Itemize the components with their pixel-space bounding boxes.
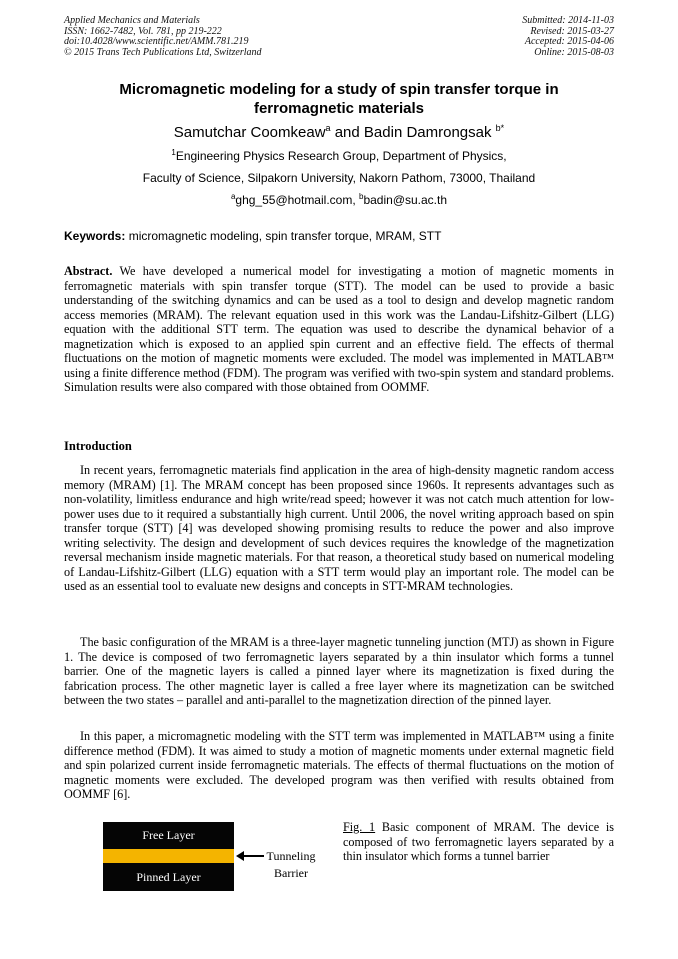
introduction-heading: Introduction [64, 439, 132, 453]
title-line-2: ferromagnetic materials [253, 100, 425, 117]
barrier-label-line-2: Barrier [274, 866, 308, 880]
keywords-label: Keywords: [64, 229, 126, 243]
email-b: badin@su.ac.th [363, 193, 448, 207]
author-2-sup: b* [495, 123, 505, 133]
affiliation-line-1: $^1$Engineering Physics Research Group, Department of Physics, [171, 148, 507, 163]
mram-diagram [103, 822, 335, 892]
journal-copyright: © 2015 Trans Tech Publications Ltd, Switzerland [64, 46, 262, 58]
intro-paragraph-1: In recent years, ferromagnetic materials find application in the area of high-density magnetic random access memory (MRAM) [1]. The MRAM concept has been proposed since 1960s. It represents advantages such as non-volatility, limitless endurance and high write/read speed; however it was not catch much attention for low-power uses due to it required a substantially high current. Until 2006, the novel writing approach based on spin transfer torque (STT) [4] was developed showing promising results to reduce the power and also improve writing selectivity. The design and development of such devices requires the knowledge of the magnetization reversal mechanism inside magnetic materials. For that reason, a theoretical study based on numerical modeling of Landau-Lifshitz-Gilbert (LLG) equation with a STT term would play an important role. The model can be used as an essential tool to evaluate new designs and concepts in STT-MRAM technologies. [64, 463, 614, 594]
free-layer: Free Layer [103, 822, 234, 849]
figure-caption [343, 820, 614, 864]
abstract-label: Abstract. [64, 264, 113, 278]
title-line-1: Micromagnetic modeling for a study of spin transfer torque in [119, 81, 559, 98]
intro-paragraph-3: In this paper, a micromagnetic modeling with the STT term was implemented in MATLAB™ using a finite difference method (FDM). It was aimed to study a motion of magnetic moments under external magnetic field and spin polarized current inside ferromagnetic materials. The effects of thermal fluctuations on the motion of magnetic moments were excluded. The developed program was then verified with results obtained from OOMMF [6]. [64, 729, 614, 802]
journal-issn: ISSN: 1662-7482, Vol. 781, pp 219-222 [64, 25, 222, 37]
affiliation-sup: 1 [171, 148, 176, 157]
date-accepted: Accepted: 2015-04-06 [524, 36, 614, 47]
author-2: Badin Damrongsak [363, 124, 492, 141]
intro-paragraph-2: The basic configuration of the MRAM is a three-layer magnetic tunneling junction (MTJ) as shown in Figure 1. The device is composed of two ferromagnetic layers separated by a thin insulator which forms a tunnel barrier. One of the magnetic layers is called a pinned layer where its magnetization is fixed during the fabrication process. The other magnetic layer is called a free layer where its magnetization can be switched between the two states – parallel and anti-parallel to the magnetization direction of the pinned layer. [64, 635, 614, 708]
date-revised: Revised: 2015-03-27 [530, 25, 614, 37]
abstract [64, 264, 614, 395]
author-list [64, 124, 614, 142]
email-a: ghg_55@hotmail.com, [235, 193, 359, 207]
publication-dates [522, 16, 614, 58]
date-online: Online: 2015-08-03 [534, 46, 614, 58]
author-emails [64, 193, 614, 207]
journal-name: Applied Mechanics and Materials [64, 15, 200, 26]
caption-text: Basic component of MRAM. The device is composed of two ferromagnetic layers separated by a thin insulator which forms a tunnel barrier [343, 820, 614, 863]
caption-label: Fig. 1 [343, 820, 376, 834]
barrier-label [262, 848, 320, 882]
tunnel-barrier-layer [103, 849, 234, 863]
pinned-layer: Pinned Layer [103, 863, 234, 891]
journal-doi: doi:10.4028/www.scientific.net/AMM.781.219 [64, 36, 249, 47]
author-1: Samutchar Coomkeaw [173, 124, 326, 141]
author-connector: and [330, 124, 364, 141]
keywords-text: micromagnetic modeling, spin transfer torque, MRAM, STT [125, 229, 442, 243]
email-a-sup: a [230, 192, 236, 201]
author-1-sup: a [325, 123, 331, 133]
affiliation-line-2: Faculty of Science, Silpakorn University, Nakorn Pathom, 73000, Thailand [142, 171, 536, 185]
abstract-text: We have developed a numerical model for investigating a motion of magnetic moments in ferromagnetic materials with spin transfer torque (STT). The model can be used to provide a basic understanding of the switching dynamics and can be used as a tool to design and develop magnetic random access memories (MRAM). The relevant equation used in this work was the Landau-Lifshitz-Gilbert (LLG) equation with the additional STT term. The equation was used to describe the dynamical behavior of a magnetization which is exposed to an applied spin current and an effective field. The effects of thermal fluctuations on the motion of magnetic moments were excluded. The model was implemented in MATLAB™ using a finite difference method (FDM). The program was verified with two-spin system and standard problems. Simulation results were also compared with those obtained from OOMMF. [64, 264, 614, 395]
date-submitted: Submitted: 2014-11-03 [522, 15, 614, 26]
barrier-label-line-1: Tunneling [266, 849, 316, 863]
email-b-sup: b [359, 192, 364, 201]
keywords [64, 229, 614, 243]
paper-title [64, 80, 614, 118]
journal-info [64, 16, 262, 58]
